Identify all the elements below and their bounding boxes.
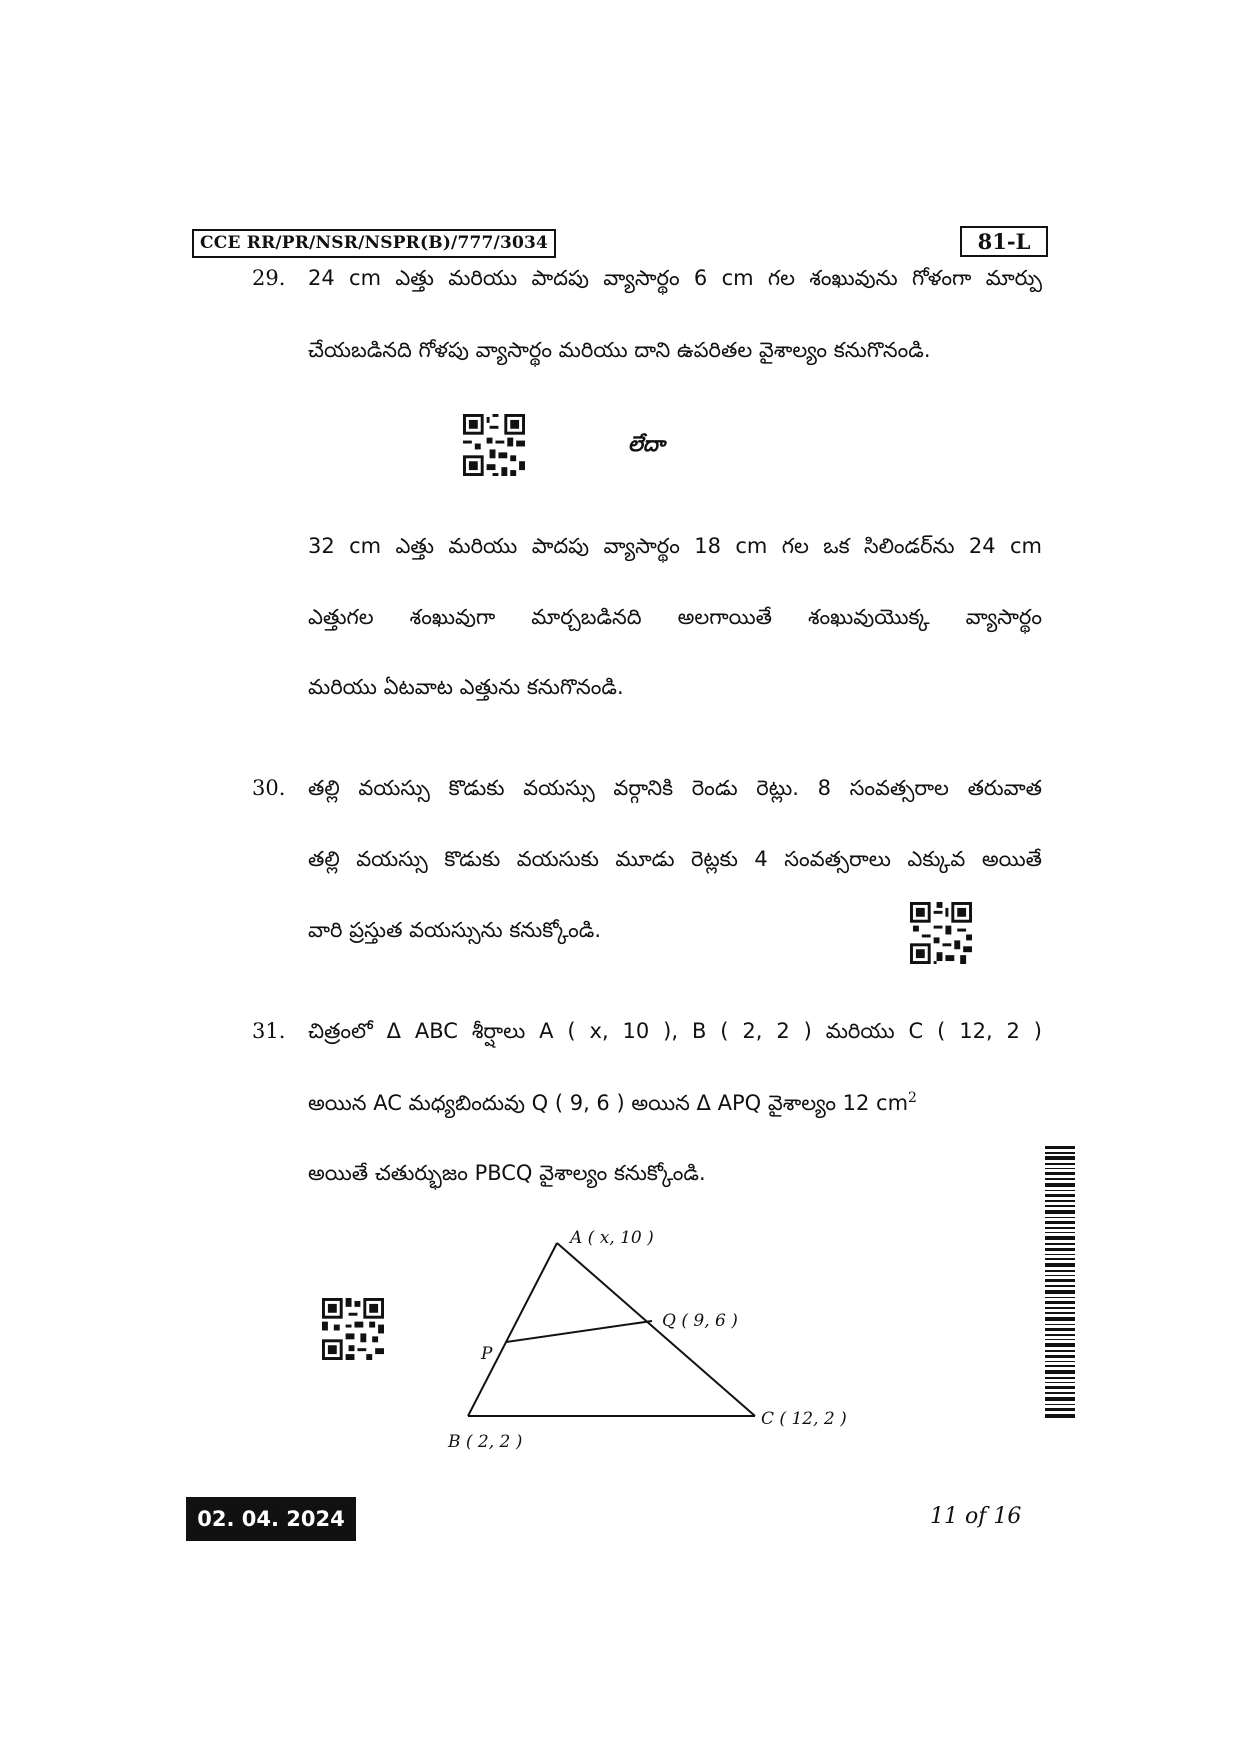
q30-number: 30.: [252, 776, 286, 800]
label-b: B ( 2, 2 ): [448, 1432, 523, 1452]
paper-code: 81-L: [960, 226, 1048, 257]
label-q: Q ( 9, 6 ): [662, 1311, 738, 1331]
page-number: 11 of 16: [930, 1504, 1022, 1529]
q30-line2: తల్లి వయస్సు కొడుకు వయసుకు మూడు రెట్లకు 4 సంవత్సరాలు ఎక్కువ అయితే: [308, 847, 1042, 871]
qr-code-icon: [463, 414, 525, 476]
side-ab: [468, 1243, 557, 1416]
q31-line3: అయితే చతుర్భుజం PBCQ వైశాల్యం కనుక్కోండి.: [308, 1161, 706, 1185]
or-label: లేదా: [628, 432, 665, 456]
segment-pq: [506, 1321, 652, 1342]
q31-line1: చిత్రంలో Δ ABC శీర్షాలు A ( x, 10 ), B ( 2, 2 ) మరియు C ( 12, 2 ): [308, 1019, 1042, 1043]
exam-date: 02. 04. 2024: [186, 1497, 356, 1541]
q30-line3: వారి ప్రస్తుత వయస్సును కనుక్కోండి.: [308, 918, 602, 942]
qr-code-icon: [322, 1298, 384, 1360]
q29-number: 29.: [252, 266, 286, 290]
label-c: C ( 12, 2 ): [761, 1409, 847, 1429]
barcode-icon: [1045, 1146, 1075, 1418]
q29-line2: చేయబడినది గోళపు వ్యాసార్థం మరియు దాని ఉపరితల వైశాల్యం కనుగొనండి.: [308, 338, 931, 362]
q29-alt-line1: 32 cm ఎత్తు మరియు పాదపు వ్యాసార్థం 18 cm గల ఒక సిలిండర్‌ను 24 cm: [308, 534, 1042, 558]
q31-line2: అయిన AC మధ్యబిందువు Q ( 9, 6 ) అయిన Δ APQ వైశాల్యం 12 cm: [308, 1091, 909, 1115]
q29-alt-line3: మరియు ఏటవాట ఎత్తును కనుగొనండి.: [308, 675, 624, 699]
q29-line1: 24 cm ఎత్తు మరియు పాదపు వ్యాసార్థం 6 cm గల శంఖువును గోళంగా మార్పు: [308, 266, 1042, 290]
q30-line1: తల్లి వయస్సు కొడుకు వయస్సు వర్గానికి రెండు రెట్లు. 8 సంవత్సరాల తరువాత: [308, 776, 1042, 800]
q31-number: 31.: [252, 1019, 286, 1043]
q31-line2-wrap: [308, 1090, 1042, 1121]
q31-line2-sup: 2: [908, 1090, 917, 1106]
qr-code-icon: [910, 902, 972, 964]
exam-code: CCE RR/PR/NSR/NSPR(B)/777/3034: [192, 229, 556, 258]
q29-alt-line2: ఎత్తుగల శంఖువుగా మార్చబడినది అలగాయితే శంఖువుయొక్క వ్యాసార్థం: [308, 605, 1042, 629]
label-a: A ( x, 10 ): [570, 1228, 654, 1248]
label-p: P: [481, 1344, 493, 1364]
